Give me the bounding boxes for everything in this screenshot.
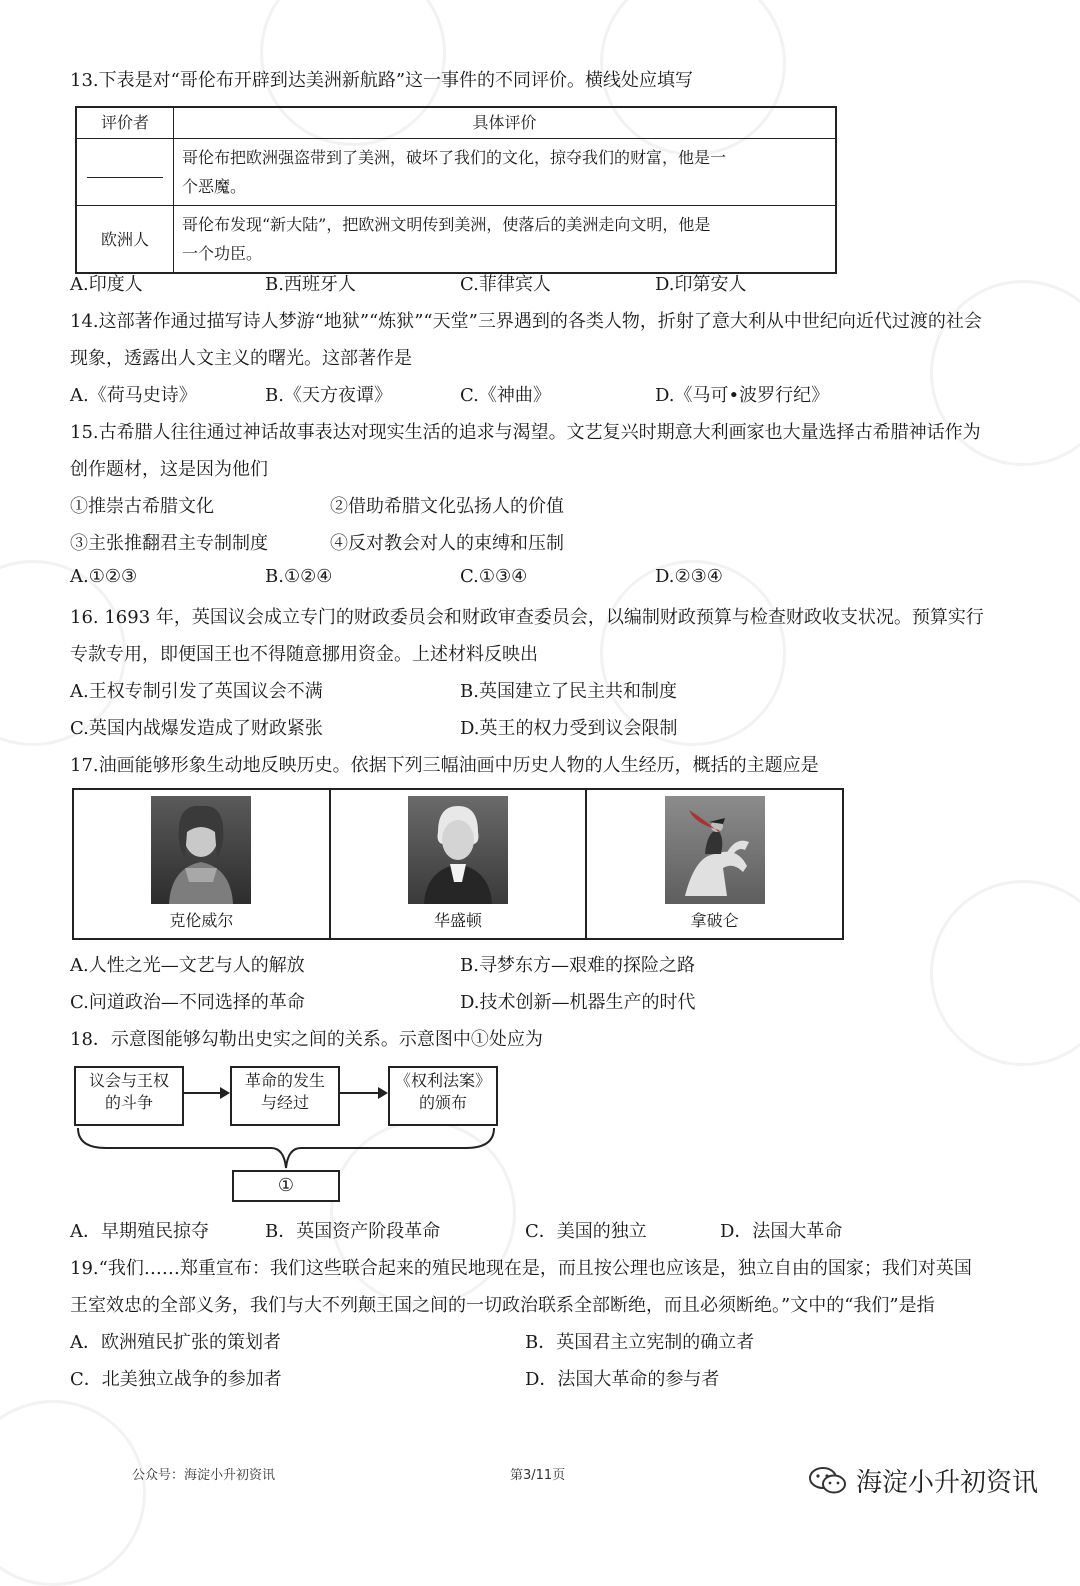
q13-blank-line bbox=[87, 177, 163, 178]
diagram-box-bill-of-rights bbox=[388, 1066, 498, 1126]
box1-line1: 议会与王权 bbox=[88, 1071, 169, 1090]
q16-option-b: B.英国建立了民主共和制度 bbox=[460, 681, 677, 702]
painting-washington bbox=[331, 790, 588, 938]
q15-option-b: B.①②④ bbox=[265, 566, 333, 587]
q19-line1: 19.“我们……郑重宣布：我们这些联合起来的殖民地现在是，而且按公理也应该是，独立自由的国家；我们对英国 bbox=[70, 1258, 972, 1279]
q15-line2: 创作题材，这是因为他们 bbox=[70, 459, 268, 480]
diagram-answer-label: ① bbox=[277, 1175, 295, 1196]
q13-option-d: D.印第安人 bbox=[655, 274, 747, 295]
q15-option-c: C.①③④ bbox=[460, 566, 528, 587]
q15-item-1: ①推崇古希腊文化 bbox=[70, 496, 214, 517]
painting-cromwell-label: 克伦威尔 bbox=[169, 911, 234, 930]
q15-option-a: A.①②③ bbox=[70, 566, 138, 587]
q14-option-c: C.《神曲》 bbox=[460, 385, 551, 406]
q15-item-3: ③主张推翻君主专制制度 bbox=[70, 533, 268, 554]
q13-row2-eval bbox=[174, 206, 837, 274]
box2-line1: 革命的发生 bbox=[244, 1071, 325, 1090]
q17-paintings bbox=[72, 788, 844, 940]
q14-option-b: B.《天方夜谭》 bbox=[265, 385, 392, 406]
footer-brand-text: 海淀小升初资讯 bbox=[856, 1468, 1039, 1498]
q19-option-b: B．英国君主立宪制的确立者 bbox=[525, 1332, 755, 1353]
q13-row1-eval bbox=[174, 139, 837, 206]
diagram-arrow-2 bbox=[338, 1092, 386, 1094]
footer-brand bbox=[808, 1462, 1038, 1499]
q13-blank-cell bbox=[76, 139, 174, 206]
q13-stem: 13.下表是对“哥伦布开辟到达美洲新航路”这一事件的不同评价。横线处应填写 bbox=[70, 70, 694, 91]
footer-page-number: 第3/11页 bbox=[510, 1468, 566, 1483]
q16-option-c: C.英国内战爆发造成了财政紧张 bbox=[70, 718, 323, 739]
q15-item-2: ②借助希腊文化弘扬人的价值 bbox=[330, 496, 564, 517]
q14-line2: 现象，透露出人文主义的曙光。这部著作是 bbox=[70, 348, 412, 369]
q17-option-d: D.技术创新—机器生产的时代 bbox=[460, 992, 696, 1013]
q13-row2-who: 欧洲人 bbox=[76, 206, 174, 274]
q17-stem: 17.油画能够形象生动地反映历史。依据下列三幅油画中历史人物的人生经历，概括的主题应是 bbox=[70, 755, 819, 776]
wechat-icon bbox=[808, 1465, 848, 1497]
q13-header-evaluator: 评价者 bbox=[76, 107, 174, 139]
q15-item-4: ④反对教会对人的束缚和压制 bbox=[330, 533, 564, 554]
watermark-circle bbox=[0, 1400, 146, 1586]
footer-account: 公众号：海淀小升初资讯 bbox=[132, 1468, 276, 1483]
q16-line1: 16. 1693 年，英国议会成立专门的财政委员会和财政审查委员会，以编制财政预算与检查财政收支状况。预算实行 bbox=[70, 607, 984, 628]
diagram-brace bbox=[76, 1126, 496, 1170]
q17-option-b: B.寻梦东方—艰难的探险之路 bbox=[460, 955, 695, 976]
q14-line1: 14.这部著作通过描写诗人梦游“地狱”“炼狱”“天堂”三界遇到的各类人物，折射了意大利从中世纪向近代过渡的社会 bbox=[70, 311, 982, 332]
q16-line2: 专款专用，即便国王也不得随意挪用资金。上述材料反映出 bbox=[70, 644, 538, 665]
diagram-arrow-1 bbox=[182, 1092, 228, 1094]
q13-row1-eval-line1: 哥伦布把欧洲强盗带到了美洲，破坏了我们的文化，掠夺我们的财富，他是一 bbox=[182, 148, 727, 167]
q13-row2-eval-line1: 哥伦布发现“新大陆”，把欧洲文明传到美洲，使落后的美洲走向文明，他是 bbox=[182, 215, 711, 234]
washington-portrait bbox=[408, 796, 508, 904]
q13-table bbox=[75, 106, 837, 274]
box3-line1: 《权利法案》 bbox=[394, 1071, 491, 1090]
napoleon-portrait bbox=[665, 796, 765, 904]
q17-option-c: C.问道政治—不同选择的革命 bbox=[70, 992, 305, 1013]
box1-line2: 的斗争 bbox=[104, 1093, 153, 1112]
diagram-box-parliament-vs-crown bbox=[74, 1066, 184, 1126]
q15-line1: 15.古希腊人往往通过神话故事表达对现实生活的追求与渴望。文艺复兴时期意大利画家也大量选择古希腊神话作为 bbox=[70, 422, 981, 443]
q13-row1-eval-line2: 个恶魔。 bbox=[182, 177, 247, 196]
q18-option-c: C．美国的独立 bbox=[525, 1221, 647, 1242]
q16-option-a: A.王权专制引发了英国议会不满 bbox=[70, 681, 323, 702]
q18-option-a: A．早期殖民掠夺 bbox=[70, 1221, 209, 1242]
painting-cromwell bbox=[74, 790, 331, 938]
q13-option-c: C.菲律宾人 bbox=[460, 274, 551, 295]
box3-line2: 的颁布 bbox=[418, 1093, 467, 1112]
diagram-answer-box bbox=[232, 1170, 340, 1202]
diagram-box-revolution-process bbox=[230, 1066, 340, 1126]
cromwell-portrait bbox=[151, 796, 251, 904]
box2-line2: 与经过 bbox=[260, 1093, 309, 1112]
watermark-circle bbox=[930, 880, 1080, 1066]
q19-line2: 王室效忠的全部义务，我们与大不列颠王国之间的一切政治联系全部断绝，而且必须断绝。”文中的“我们”是指 bbox=[70, 1295, 935, 1316]
painting-washington-label: 华盛顿 bbox=[434, 911, 483, 930]
q16-option-d: D.英王的权力受到议会限制 bbox=[460, 718, 678, 739]
q18-stem: 18．示意图能够勾勒出史实之间的关系。示意图中①处应为 bbox=[70, 1029, 543, 1050]
q14-option-a: A.《荷马史诗》 bbox=[70, 385, 197, 406]
q13-option-a: A.印度人 bbox=[70, 274, 143, 295]
painting-napoleon-label: 拿破仑 bbox=[690, 911, 739, 930]
q14-option-d: D.《马可•波罗行纪》 bbox=[655, 385, 830, 406]
q19-option-c: C．北美独立战争的参加者 bbox=[70, 1369, 282, 1390]
q15-option-d: D.②③④ bbox=[655, 566, 723, 587]
q13-row2-eval-line2: 一个功臣。 bbox=[182, 244, 263, 263]
q19-option-a: A．欧洲殖民扩张的策划者 bbox=[70, 1332, 281, 1353]
q17-option-a: A.人性之光—文艺与人的解放 bbox=[70, 955, 305, 976]
q13-option-b: B.西班牙人 bbox=[265, 274, 356, 295]
q19-option-d: D．法国大革命的参与者 bbox=[525, 1369, 720, 1390]
q18-option-d: D．法国大革命 bbox=[720, 1221, 843, 1242]
q13-header-evaluation: 具体评价 bbox=[174, 107, 837, 139]
q18-option-b: B．英国资产阶段革命 bbox=[265, 1221, 441, 1242]
painting-napoleon bbox=[587, 790, 842, 938]
